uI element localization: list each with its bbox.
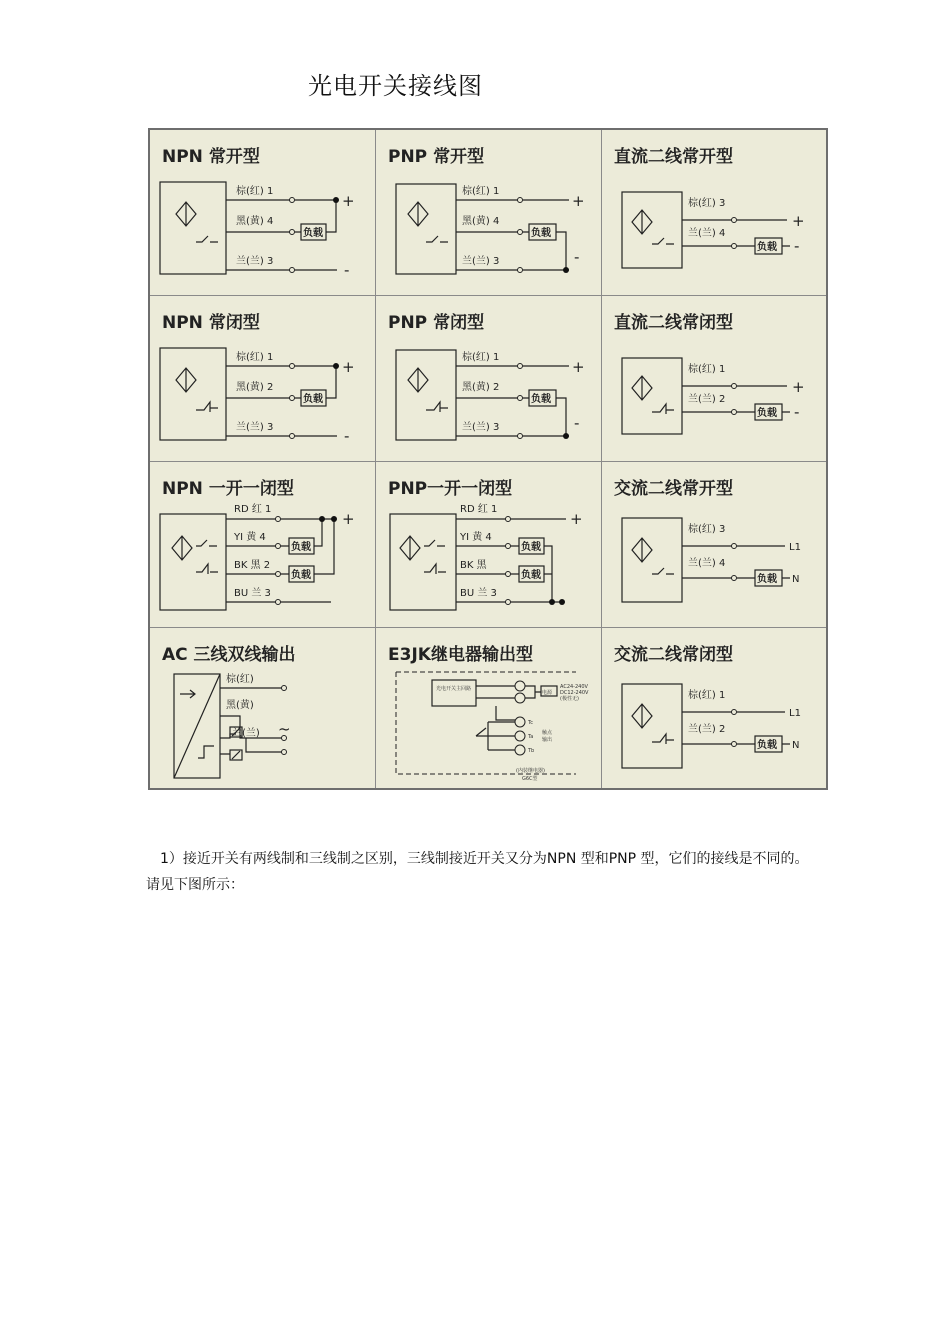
ac2-nc-schematic bbox=[602, 628, 826, 788]
diagram-pnp-no-nc bbox=[376, 462, 602, 628]
intro-paragraph: 1）接近开关有两线制和三线制之区别，三线制接近开关又分为NPN 型和PNP 型，它们的接线是不同的。请见下图所示： bbox=[146, 851, 809, 893]
supply-ac-label: AC24-240V bbox=[560, 684, 588, 690]
plus-sign: + bbox=[342, 358, 355, 376]
diagram-ac3-output bbox=[150, 628, 376, 788]
dc2-no-schematic bbox=[602, 130, 826, 295]
wire-label-blue: BU 兰 3 bbox=[460, 588, 497, 599]
wire-label-blue: 兰(兰) 3 bbox=[236, 256, 274, 267]
load-label: 负载 bbox=[531, 394, 551, 405]
e3jk-relay-schematic bbox=[376, 628, 601, 788]
diagram-pnp-nc bbox=[376, 296, 602, 462]
wire-label-brown: 棕(红) 3 bbox=[688, 524, 726, 535]
wire-label-black: BK 黑 2 bbox=[234, 560, 271, 571]
wire-label-blue: 兰(兰) bbox=[232, 728, 260, 739]
diagram-ac2-no bbox=[602, 462, 826, 628]
diagram-e3jk-relay bbox=[376, 628, 602, 788]
ac-symbol: ~ bbox=[278, 720, 291, 738]
emitter-arrow-icon bbox=[180, 690, 195, 698]
tc-label: Tc bbox=[528, 720, 533, 726]
diagram-title: NPN 常闭型 bbox=[162, 313, 260, 333]
wire-label-brown: 棕(红) bbox=[226, 674, 254, 685]
diagram-dc2-no bbox=[602, 130, 826, 296]
diagram-title: AC 三线双线输出 bbox=[162, 645, 296, 665]
wire-label-blue: 兰(兰) 2 bbox=[688, 724, 726, 735]
n-label: N bbox=[792, 740, 800, 751]
diagram-pnp-no bbox=[376, 130, 602, 296]
load-label: 负载 bbox=[757, 574, 777, 585]
diagram-title: 交流二线常开型 bbox=[614, 479, 733, 499]
load-label: 负载 bbox=[303, 228, 323, 239]
load-label: 负载 bbox=[757, 242, 777, 253]
page-title: 光电开关接线图 bbox=[308, 72, 483, 100]
sensor-symbol bbox=[176, 202, 196, 226]
wire-label-blue: 兰(兰) 4 bbox=[688, 228, 726, 239]
ta-label: Ta bbox=[528, 734, 534, 740]
minus-sign: - bbox=[794, 403, 800, 421]
load-label: 负载 bbox=[291, 542, 311, 553]
relay-type-label: G6C型 bbox=[522, 776, 538, 782]
minus-sign: - bbox=[574, 248, 580, 266]
sensor-body bbox=[160, 182, 226, 274]
minus-sign: - bbox=[344, 261, 350, 279]
wire-label-blue: 兰(兰) 3 bbox=[462, 256, 500, 267]
plus-sign: + bbox=[572, 358, 585, 376]
ac3-output-schematic bbox=[150, 628, 375, 788]
wire-label-brown: 棕(红) 1 bbox=[236, 352, 274, 363]
diagram-ac2-nc bbox=[602, 628, 826, 788]
wiring-diagram-figure bbox=[148, 128, 828, 790]
wire-label-brown: 棕(红) 3 bbox=[688, 198, 726, 209]
diagram-title: NPN 一开一闭型 bbox=[162, 479, 294, 499]
wire-label-blue: BU 兰 3 bbox=[234, 588, 271, 599]
wire-label-blue: 兰(兰) 4 bbox=[688, 558, 726, 569]
tb-label: Tb bbox=[528, 748, 535, 754]
npn-no-nc-schematic bbox=[150, 462, 375, 627]
diagram-title: E3JK继电器输出型 bbox=[388, 645, 533, 665]
diagram-dc2-nc bbox=[602, 296, 826, 462]
diagram-title: PNP 常闭型 bbox=[388, 313, 485, 333]
wire-label-black: BK 黑 bbox=[460, 560, 487, 571]
dc2-nc-schematic bbox=[602, 296, 826, 461]
relay-label: (内装继电器) bbox=[516, 768, 545, 774]
wire-label-black: 黑(黄) 4 bbox=[236, 216, 274, 227]
diagram-title: PNP 常开型 bbox=[388, 147, 485, 167]
diagram-title: PNP一开一闭型 bbox=[388, 479, 513, 499]
main-circuit-label: 光电开关主回路 bbox=[436, 686, 472, 692]
load-label: 负载 bbox=[757, 740, 777, 751]
wire-label-brown: 棕(红) 1 bbox=[462, 352, 500, 363]
plus-sign: + bbox=[342, 510, 355, 528]
n-label: N bbox=[792, 574, 800, 585]
wire-label-black: 黑(黄) bbox=[226, 700, 254, 711]
plus-sign: + bbox=[792, 212, 805, 230]
supply-polarity-label: (极性无) bbox=[560, 696, 579, 702]
minus-sign: - bbox=[344, 427, 350, 445]
wire-label-yellow: YI 黄 4 bbox=[234, 532, 266, 543]
wire-label-yellow: YI 黄 4 bbox=[460, 532, 492, 543]
load-label: 负载 bbox=[521, 570, 541, 581]
power-label: 电源 bbox=[542, 690, 553, 696]
contact-label: 触点 bbox=[542, 730, 553, 736]
switch-symbol bbox=[196, 236, 218, 242]
wire-label-blue: 兰(兰) 3 bbox=[462, 422, 500, 433]
plus-sign: + bbox=[792, 378, 805, 396]
wire-label-red: RD 红 1 bbox=[460, 504, 498, 515]
diagram-title: 交流二线常闭型 bbox=[614, 645, 733, 665]
diagram-title: 直流二线常闭型 bbox=[614, 313, 733, 333]
l1-label: L1 bbox=[789, 708, 801, 719]
pnp-no-schematic bbox=[376, 130, 601, 295]
wire-label-red: RD 红 1 bbox=[234, 504, 272, 515]
diagram-npn-no bbox=[150, 130, 376, 296]
plus-sign: + bbox=[570, 510, 583, 528]
minus-sign: - bbox=[794, 237, 800, 255]
load-label: 负载 bbox=[303, 394, 323, 405]
output-label: 输出 bbox=[542, 737, 553, 743]
wire-label-blue: 兰(兰) 2 bbox=[688, 394, 726, 405]
pnp-no-nc-schematic bbox=[376, 462, 601, 627]
wire-label-brown: 棕(红) 1 bbox=[688, 690, 726, 701]
wire-label-black: 黑(黄) 2 bbox=[462, 382, 500, 393]
wire-label-brown: 棕(红) 1 bbox=[462, 186, 500, 197]
load-label: 负载 bbox=[531, 228, 551, 239]
wire-label-black: 黑(黄) 2 bbox=[236, 382, 274, 393]
load-label: 负载 bbox=[291, 570, 311, 581]
diagram-npn-no-nc bbox=[150, 462, 376, 628]
minus-sign: - bbox=[574, 414, 580, 432]
npn-nc-schematic bbox=[150, 296, 375, 461]
wire-label-brown: 棕(红) 1 bbox=[236, 186, 274, 197]
supply-dc-label: DC12-240V bbox=[560, 690, 589, 696]
npn-no-schematic bbox=[150, 130, 375, 295]
wire-label-blue: 兰(兰) 3 bbox=[236, 422, 274, 433]
load-label: 负载 bbox=[757, 408, 777, 419]
diagram-title: 直流二线常开型 bbox=[614, 147, 733, 167]
diagram-title: NPN 常开型 bbox=[162, 147, 260, 167]
load-label: 负载 bbox=[521, 542, 541, 553]
plus-sign: + bbox=[342, 192, 355, 210]
pnp-nc-schematic bbox=[376, 296, 601, 461]
ac2-no-schematic bbox=[602, 462, 826, 627]
plus-sign: + bbox=[572, 192, 585, 210]
l1-label: L1 bbox=[789, 542, 801, 553]
wire-label-brown: 棕(红) 1 bbox=[688, 364, 726, 375]
diagram-npn-nc bbox=[150, 296, 376, 462]
wire-label-black: 黑(黄) 4 bbox=[462, 216, 500, 227]
